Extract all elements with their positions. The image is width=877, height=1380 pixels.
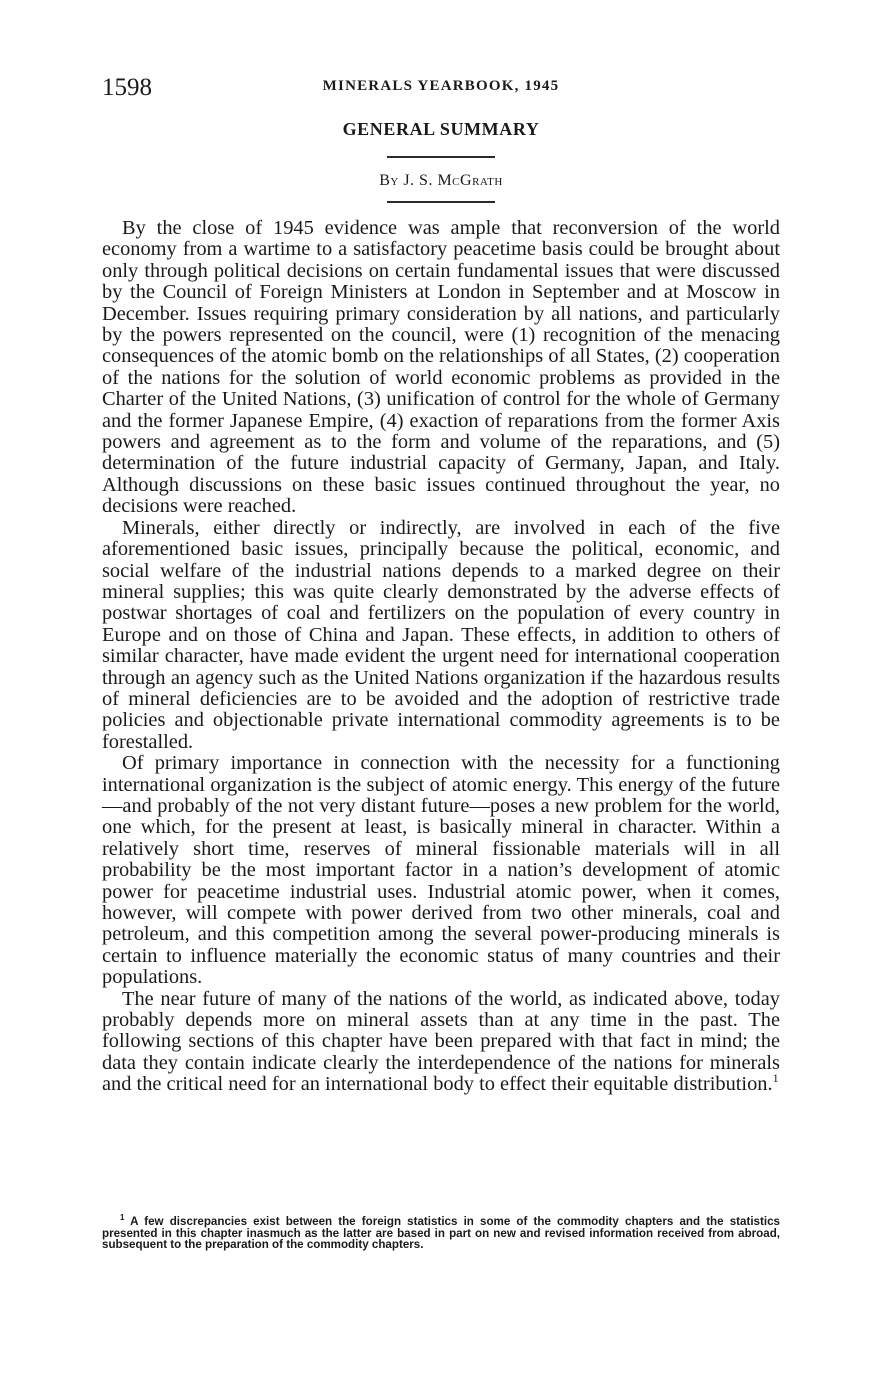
byline-prefix: By xyxy=(379,172,399,189)
paragraph-4 xyxy=(102,989,780,1096)
running-head xyxy=(102,74,780,104)
journal-title: MINERALS YEARBOOK, 1945 xyxy=(322,78,560,94)
byline xyxy=(102,172,780,190)
footnote-mark: 1 xyxy=(120,1213,125,1223)
body-text xyxy=(102,218,780,1096)
byline-author: J. S. McGrath xyxy=(403,172,503,189)
paragraph-1: By the close of 1945 evidence was ample that reconversion of the world economy from a wartime to a satisfactory peacetime basis could be brought about only through political decisions on certain fundamental issues that were discussed by the Council of Foreign Ministers at London in September and at Moscow in December. Issues requiring primary consideration by all nations, and particularly by the powers represented on the council, were (1) recognition of the menacing consequences of the atomic bomb on the relationships of all States, (2) cooperation of the nations for the solution of world economic problems as provided in the Charter of the United Nations, (3) unification of control for the whole of Germany and the former Japanese Empire, (4) exaction of reparations from the former Axis powers and agreement as to the form and volume of the reparations, and (5) determination of the future industrial capacity of Germany, Japan, and Italy. Although discussions on these basic issues continued throughout the year, no decisions were reached. xyxy=(102,217,780,518)
paragraph-2: Minerals, either directly or indirectly, are involved in each of the five aforementioned basic issues, principally because the political, economic, and social welfare of the industrial nations depends to a marked degree on their mineral supplies; this was quite clearly demonstrated by the adverse effects of postwar shortages of coal and fertilizers on the population of every country in Europe and on those of China and Japan. These effects, in addition to others of similar character, have made evident the urgent need for international cooperation through an agency such as the United Nations organization if the hazardous results of mineral deficiencies are to be avoided and the adoption of restrictive trade policies and objectionable private international commodity agreements is to be forestalled. xyxy=(102,516,780,753)
footnote xyxy=(102,1213,780,1251)
footnote-reference: 1 xyxy=(772,1071,779,1086)
footnote-paragraph xyxy=(102,1213,780,1251)
chapter-title: GENERAL SUMMARY xyxy=(342,119,540,139)
paragraph-3: Of primary importance in connection with the necessity for a functioning international organization is the subject of atomic energy. This energy of the future—and probably of the not very distant future—poses a new problem for the world, one which, for the present at least, is basically mineral in character. Within a relatively short time, reserves of mineral fissionable materials will in all probability be the most important factor in a nation’s development of atomic power for peacetime industrial uses. Industrial atomic power, when it comes, however, will compete with power derived from two other minerals, coal and petroleum, and this competition among the several power-producing minerals is certain to influence materially the economic status of many countries and their populations. xyxy=(102,752,780,989)
paragraph-4-text: The near future of many of the nations of the world, as indicated above, today probably depends more on mineral assets than at any time in the past. The following sections of this chapter have been prepared with that fact in mind; the data they contain indicate clearly the interdependence of the nations for minerals and the critical need for an international body to effect their equitable distribution. xyxy=(102,987,780,1096)
title-rule-top xyxy=(387,156,495,158)
page-number: 1598 xyxy=(102,74,152,101)
title-rule-bottom xyxy=(387,201,495,203)
footnote-text: A few discrepancies exist between the foreign statistics in some of the commodity chapters and the statistics presented in this chapter inasmuch as the latter are based in part on new and revised information received from abroad, subsequent to the preparation of the commodity chapters. xyxy=(102,1215,780,1251)
